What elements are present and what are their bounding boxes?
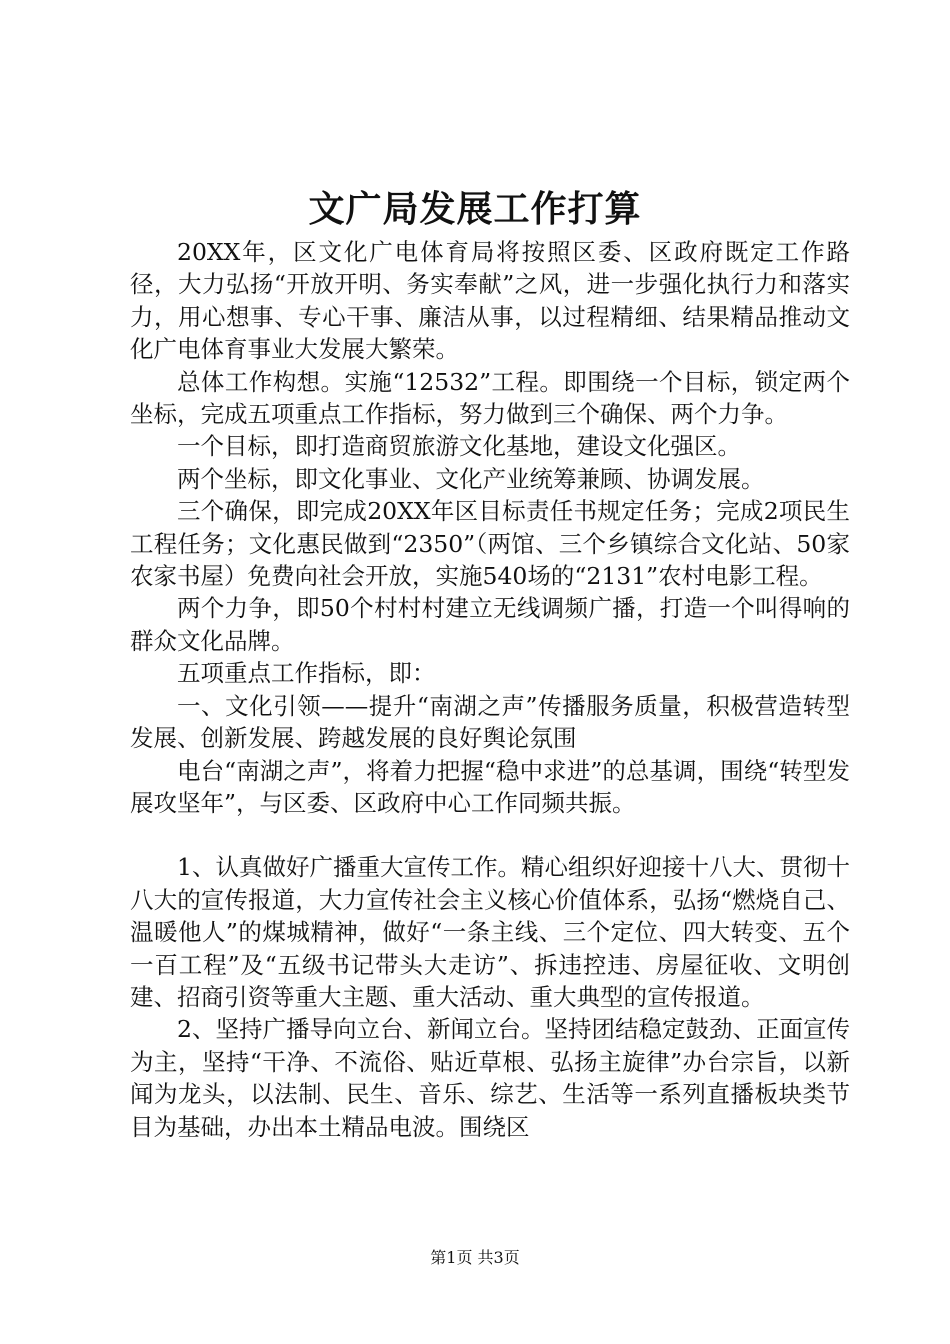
paragraph: 三个确保，即完成20XX年区目标责任书规定任务；完成2项民生工程任务；文化惠民做到“2350”（两馆、三个乡镇综合文化站、50家农家书屋）免费向社会开放，实施540场的“2131”农村电影工程。: [130, 497, 850, 591]
paragraph: 五项重点工作指标，即：: [177, 659, 436, 688]
paragraph: 电台“南湖之声”，将着力把握“稳中求进”的总基调，围绕“转型发展攻坚年”，与区委、区政府中心工作同频共振。: [130, 756, 850, 817]
paragraph: 20XX年，区文化广电体育局将按照区委、区政府既定工作路径，大力弘扬“开放开明、务实奉献”之风，进一步强化执行力和落实力，用心想事、专心干事、廉洁从事，以过程精细、结果精品推动文化广电体育事业大发展大繁荣。: [130, 238, 850, 364]
document-body: [130, 236, 850, 1143]
section-heading: 一、文化引领——提升“南湖之声”传播服务质量，积极营造转型发展、创新发展、跨越发展的良好舆论氛围: [130, 691, 850, 753]
paragraph: 总体工作构想。实施“12532”工程。即围绕一个目标，锁定两个坐标，完成五项重点工作指标，努力做到三个确保、两个力争。: [130, 367, 850, 429]
paragraph: 一个目标，即打造商贸旅游文化基地，建设文化强区。: [177, 432, 741, 461]
paragraph: 1、认真做好广播重大宣传工作。精心组织好迎接十八大、贯彻十八大的宣传报道，大力宣传社会主义核心价值体系，弘扬“燃烧自己、温暖他人”的煤城精神，做好“一条主线、三个定位、四大转变、五个一百工程”及“五级书记带头大走访”、拆违控违、房屋征收、文明创建、招商引资等重大主题、重大活动、重大典型的宣传报道。: [130, 853, 850, 1011]
paragraph: 两个力争，即50个村村村建立无线调频广播，打造一个叫得响的群众文化品牌。: [130, 594, 850, 655]
document-title: 文广局发展工作打算: [308, 188, 642, 230]
page-number-footer: 第1页 共3页: [430, 1248, 520, 1267]
paragraph: 两个坐标，即文化事业、文化产业统筹兼顾、协调发展。: [177, 464, 765, 493]
paragraph: 2、坚持广播导向立台、新闻立台。坚持团结稳定鼓劲、正面宣传为主，坚持“干净、不流俗、贴近草根、弘扬主旋律”办台宗旨，以新闻为龙头，以法制、民生、音乐、综艺、生活等一系列直播板块类节目为基础，办出本土精品电波。围绕区: [130, 1015, 850, 1141]
